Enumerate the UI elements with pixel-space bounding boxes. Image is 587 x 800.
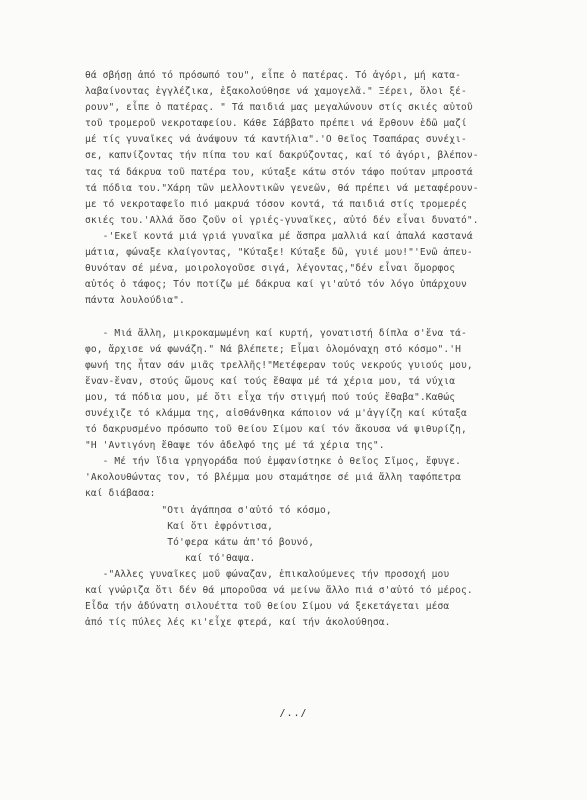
text-line: μου, τά πόδια μου, μέ ὅτι εἶχα τήν στιγμή πού τούς ἔθαβα".Καθώς <box>85 391 456 403</box>
text-line: λαβαίνοντας ἐγγλέζικα, ἐξακολούθησε νά χαμογελᾶ." Ξέρει, ὅλοι ξέ- <box>85 86 467 98</box>
text-line: μάτια, φώναξε κλαίγοντας, "Κύταξε! Κύταξε δῶ, γυιέ μου!"'Ενῶ ἀπευ- <box>85 247 473 259</box>
text-line: καί διάβασα: <box>85 488 156 500</box>
text-line: πάντα λουλούδια". <box>85 295 185 307</box>
text-line: Τό'φερα κάτω ἀπ'τό βουνό, <box>85 536 315 548</box>
text-line: σε, καπνίζοντας τήν πίπα του καί δακρύζοντας, καί τό ἀγόρι, βλέπον- <box>85 150 479 162</box>
text-line: Εἶδα τήν ἀδύνατη σιλουέττα τοῦ θείου Σίμου νά ξεκετάγεται μέσα <box>85 601 450 613</box>
text-line: - Μιά ἄλλη, μικροκαμωμένη καί κυρτή, γονατιστή δίπλα σ'ἕνα τά- <box>85 327 467 339</box>
text-line: "Οτι ἀγάπησα σ'αὐτό τό κόσμο, <box>85 504 332 516</box>
text-line: φωνή της ἦταν σάν μιᾶς τρελλῆς!"Μετέφεραν τούς νεκρούς γυιούς μου, <box>85 359 473 371</box>
text-line: - Μέ τήν ἴδια γρηγοράδα πού ἐμφανίστηκε ὁ θεῖος Σῖμος, ἔφυγε. <box>85 456 462 468</box>
text-line: -"Αλλες γυναῖκες μοῦ φώναζαν, ἐπικαλούμενες τήν προσοχή μου <box>85 568 450 580</box>
text-line: τας τά δάκρυα τοῦ πατέρα του, κύταξε κάτω στόν τάφο πούταν μπροστά <box>85 166 473 178</box>
text-line <box>85 309 575 325</box>
text-line: ρουν", εἶπε ὁ πατέρας. " Τά παιδιά μας μεγαλώνουν στίς σκιές αὐτοῦ <box>85 102 473 114</box>
text-line: σκιές του.'Αλλά ὅσο ζοῦν οἱ γριές-γυναῖκες, αὐτό δέν εἶναι δυνατό". <box>85 214 479 226</box>
text-line: ἕναν-ἕναν, στούς ὤμους καί τούς ἔθαψα μέ τά χέρια μου, τά νύχια <box>85 375 456 387</box>
page-number: /../ <box>279 708 308 719</box>
text-line: θά σβήσῃ ἀπό τό πρόσωπό του", εἶπε ὁ πατέρας. Τό ἀγόρι, μή κατα- <box>85 70 462 81</box>
text-line: καί τό'θαψα. <box>85 552 256 564</box>
text-line: τά πόδια του."Χάρη τῶν μελλοντικῶν γενεῶν, θά πρέπει νά μεταφέρουν- <box>85 182 479 194</box>
text-line: φο, ἄρχισε νά φωνάζη." Νά βλέπετε; Εἶμαι ὁλομόναχη στό κόσμο".'Η <box>85 343 462 355</box>
text-line: "Η 'Αντιγόνη ἔθαψε τόν ἀδελφό της μέ τά χέρια της". <box>85 440 385 452</box>
text-line: συνέχιζε τό κλάμμα της, αἰσθάνθηκα κάποιον νά μ'ἀγγίζη καί κύταξα <box>85 407 467 419</box>
text-line: με τό νεκροταφεῖο πιό μακρυά τόσον κοντά, τά παιδιά στίς τρομερές <box>85 198 467 210</box>
text-line: καί γνώριζα ὅτι δέν θά μποροῦσα νά μείνω ἄλλο πιά σ'αὐτό τό μέρος. <box>85 585 473 596</box>
text-line: τό δακρυσμένο πρόσωπο τοῦ θείου Σίμου καί τόν ἄκουσα νά ψιθυρίζη, <box>85 424 467 436</box>
text-line: -'Εκεῖ κοντά μιά γριά γυναῖκα μέ ἄσπρα μαλλιά καί ἁπαλά καστανά <box>85 230 473 242</box>
text-line: θυνόταν σέ μένα, μοιρολογοῦσε σιγά, λέγοντας,"δέν εἶναι ὄμορφος <box>85 263 456 275</box>
text-line: μέ τίς γυναῖκες νά ἀνάψουν τά καντήλια".'Ο θεῖος Τσαπάρας συνέχι- <box>85 134 467 146</box>
text-line: Καί ὅτι ἐφρόντισα, <box>85 520 274 532</box>
text-line: 'Ακολουθώντας τον, τό βλέμμα μου σταμάτησε σέ μιά ἄλλη ταφόπετρα <box>85 472 462 484</box>
body-text <box>85 68 575 631</box>
text-line: τοῦ τρομεροῦ νεκροταφείου. Κάθε Σάββατο πρέπει νά ἔρθουν ἐδῶ μαζί <box>85 118 467 130</box>
text-line: αὐτός ὁ τάφος; Τόν ποτίζω μέ δάκρυα καί γι'αὐτό τόν λόγο ὑπάρχουν <box>85 279 467 291</box>
text-line: ἀπό τίς πύλες λές κι'εἶχε φτερά, καί τήν ἀκολούθησα. <box>85 617 391 629</box>
